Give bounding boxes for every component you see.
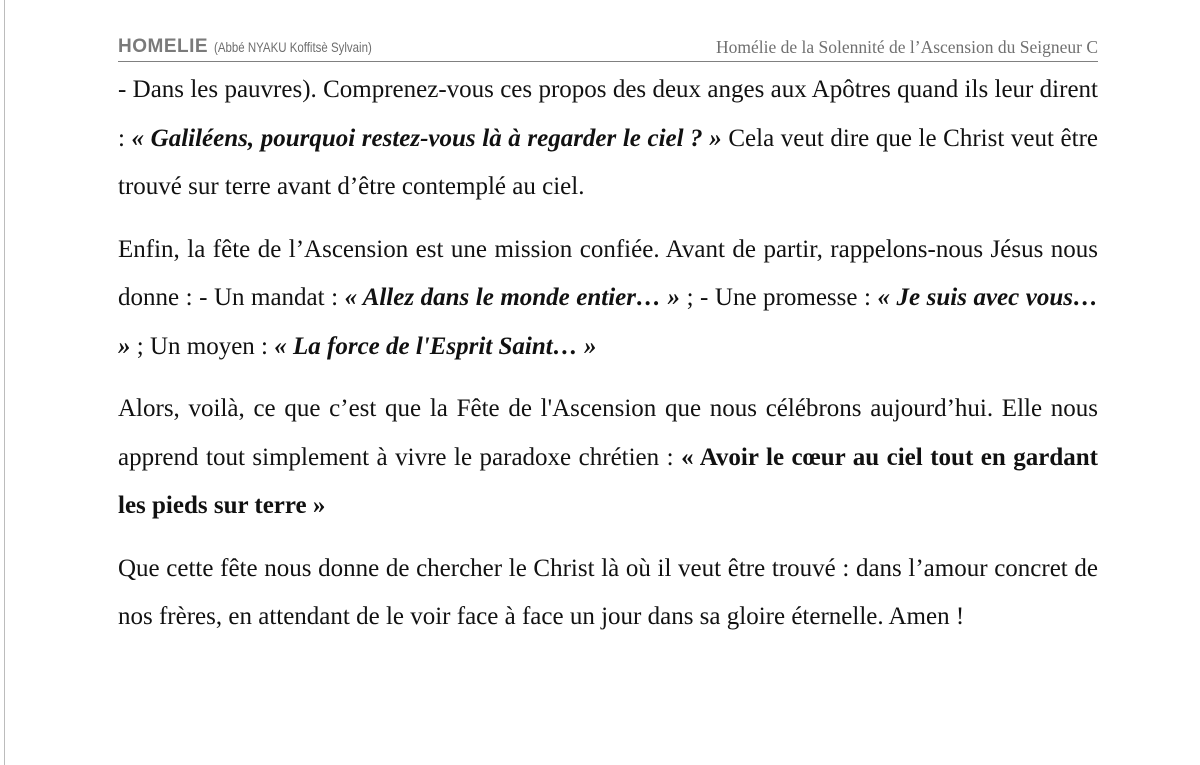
- paragraph-3: [118, 385, 1098, 531]
- paragraph-1: [118, 66, 1098, 212]
- paragraph-2-text-2: ; - Une promesse :: [680, 284, 878, 311]
- paragraph-2-text-3: ; Un moyen :: [130, 332, 275, 360]
- header-author: (Abbé NYAKU Koffitsè Sylvain): [214, 39, 372, 55]
- paragraph-2: [118, 226, 1098, 372]
- header-brand: HOMELIE: [118, 36, 209, 57]
- paragraph-4: [118, 545, 1098, 642]
- paragraph-1-text-2: Cela veut dire que le Christ veut être trouvé sur terre avant d’être contemplé au ciel.: [118, 124, 1098, 200]
- paragraph-2-quote-1: « Allez dans le monde entier… »: [344, 284, 681, 311]
- paragraph-1-text-1: - Dans les pauvres). Comprenez-vous ces propos des deux anges aux Apôtres quand ils leur dirent :: [118, 76, 1098, 152]
- paragraph-4-text-1: Que cette fête nous donne de chercher le Christ là où il veut être trouvé : dans l’amour concret de nos frères, en attendant de le voir face à face un jour dans sa gloire éternelle. Amen !: [118, 554, 1098, 630]
- header-title: Homélie de la Solennité de l’Ascension du Seigneur C: [715, 37, 1098, 57]
- paragraph-2-quote-2: « Je suis avec vous… »: [118, 284, 1098, 360]
- paragraph-2-text-1: Enfin, la fête de l’Ascension est une mission confiée. Avant de partir, rappelons-nous Jésus nous donne : - Un mandat :: [118, 235, 1098, 311]
- paragraph-2-quote-3: « La force de l'Esprit Saint… »: [274, 332, 597, 360]
- document-page: [118, 34, 1098, 642]
- paragraph-3-text-1: Alors, voilà, ce que c’est que la Fête de l'Ascension que nous célébrons aujourd’hui. Elle nous apprend tout simplement à vivre le paradoxe chrétien :: [118, 395, 1098, 471]
- paragraph-1-quote-1: « Galiléens, pourquoi restez-vous là à regarder le ciel ? »: [131, 124, 722, 152]
- page-header: [118, 34, 1098, 62]
- paragraph-3-quote-1: « Avoir le cœur au ciel tout en gardant les pieds sur terre »: [118, 443, 1099, 519]
- header-left: [118, 34, 407, 60]
- page-left-edge: [4, 0, 5, 765]
